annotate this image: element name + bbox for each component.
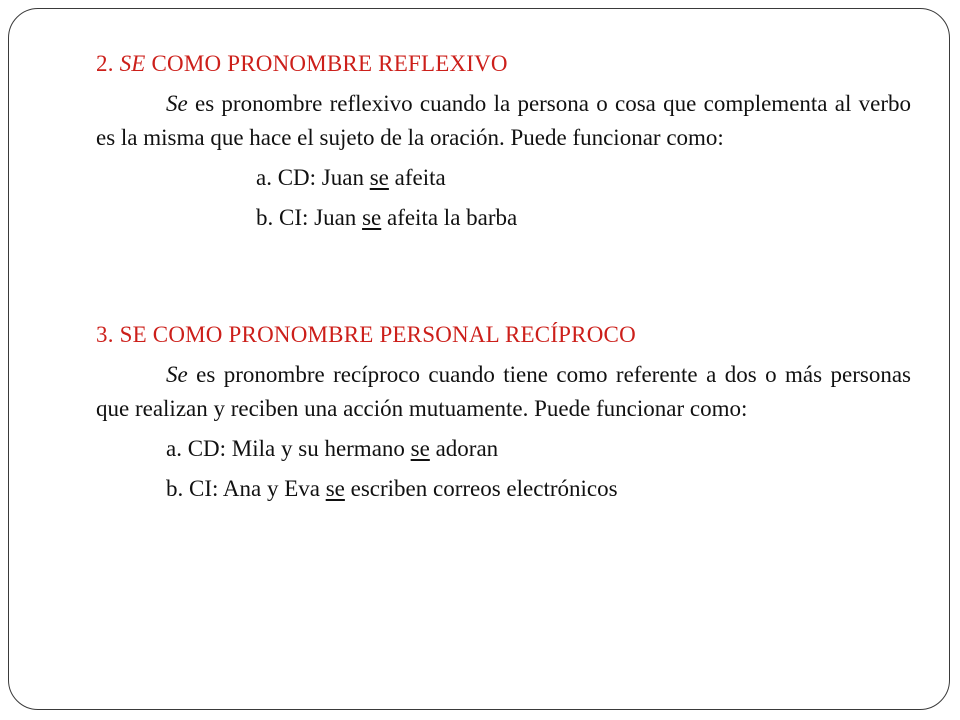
section-2-se: SE [119,51,146,76]
example-suffix: afeita la barba [386,205,518,230]
example-se: se [369,165,389,190]
example-se: se [410,436,430,461]
section-3-example-a [96,432,911,466]
section-3-para-se: Se [166,362,188,387]
section-2-example-b [96,201,911,235]
slide-frame [8,8,950,710]
section-3-example-b [96,472,911,506]
section-3-para-text: es pronombre recíproco cuando tiene como referente a dos o más personas que realizan y reciben una acción mutuamente. Puede funcionar como: [96,362,912,421]
example-suffix: adoran [435,436,499,461]
example-prefix: a. CD: Mila y su hermano [166,436,405,461]
example-prefix: b. CI: Ana y Eva [166,476,320,501]
slide-content [96,47,911,506]
example-prefix: b. CI: Juan [256,205,357,230]
section-2-para-text: es pronombre reflexivo cuando la persona o cosa que complementa al verbo es la misma que hace el sujeto de la oración. Puede funcionar como: [96,91,912,150]
section-2-example-a [96,161,911,195]
example-suffix: escriben correos electrónicos [350,476,618,501]
example-se: se [362,205,382,230]
section-2-paragraph [96,87,911,155]
spacer [96,235,911,318]
section-2-title: COMO PRONOMBRE REFLEXIVO [151,51,508,76]
section-2-number: 2. [96,51,114,76]
section-2-para-se: Se [166,91,188,116]
section-3-paragraph [96,358,911,426]
example-se: se [325,476,345,501]
example-prefix: a. CD: Juan [256,165,364,190]
example-suffix: afeita [394,165,446,190]
section-3-heading: 3. SE COMO PRONOMBRE PERSONAL RECÍPROCO [96,322,636,347]
section-2-heading [96,47,911,81]
